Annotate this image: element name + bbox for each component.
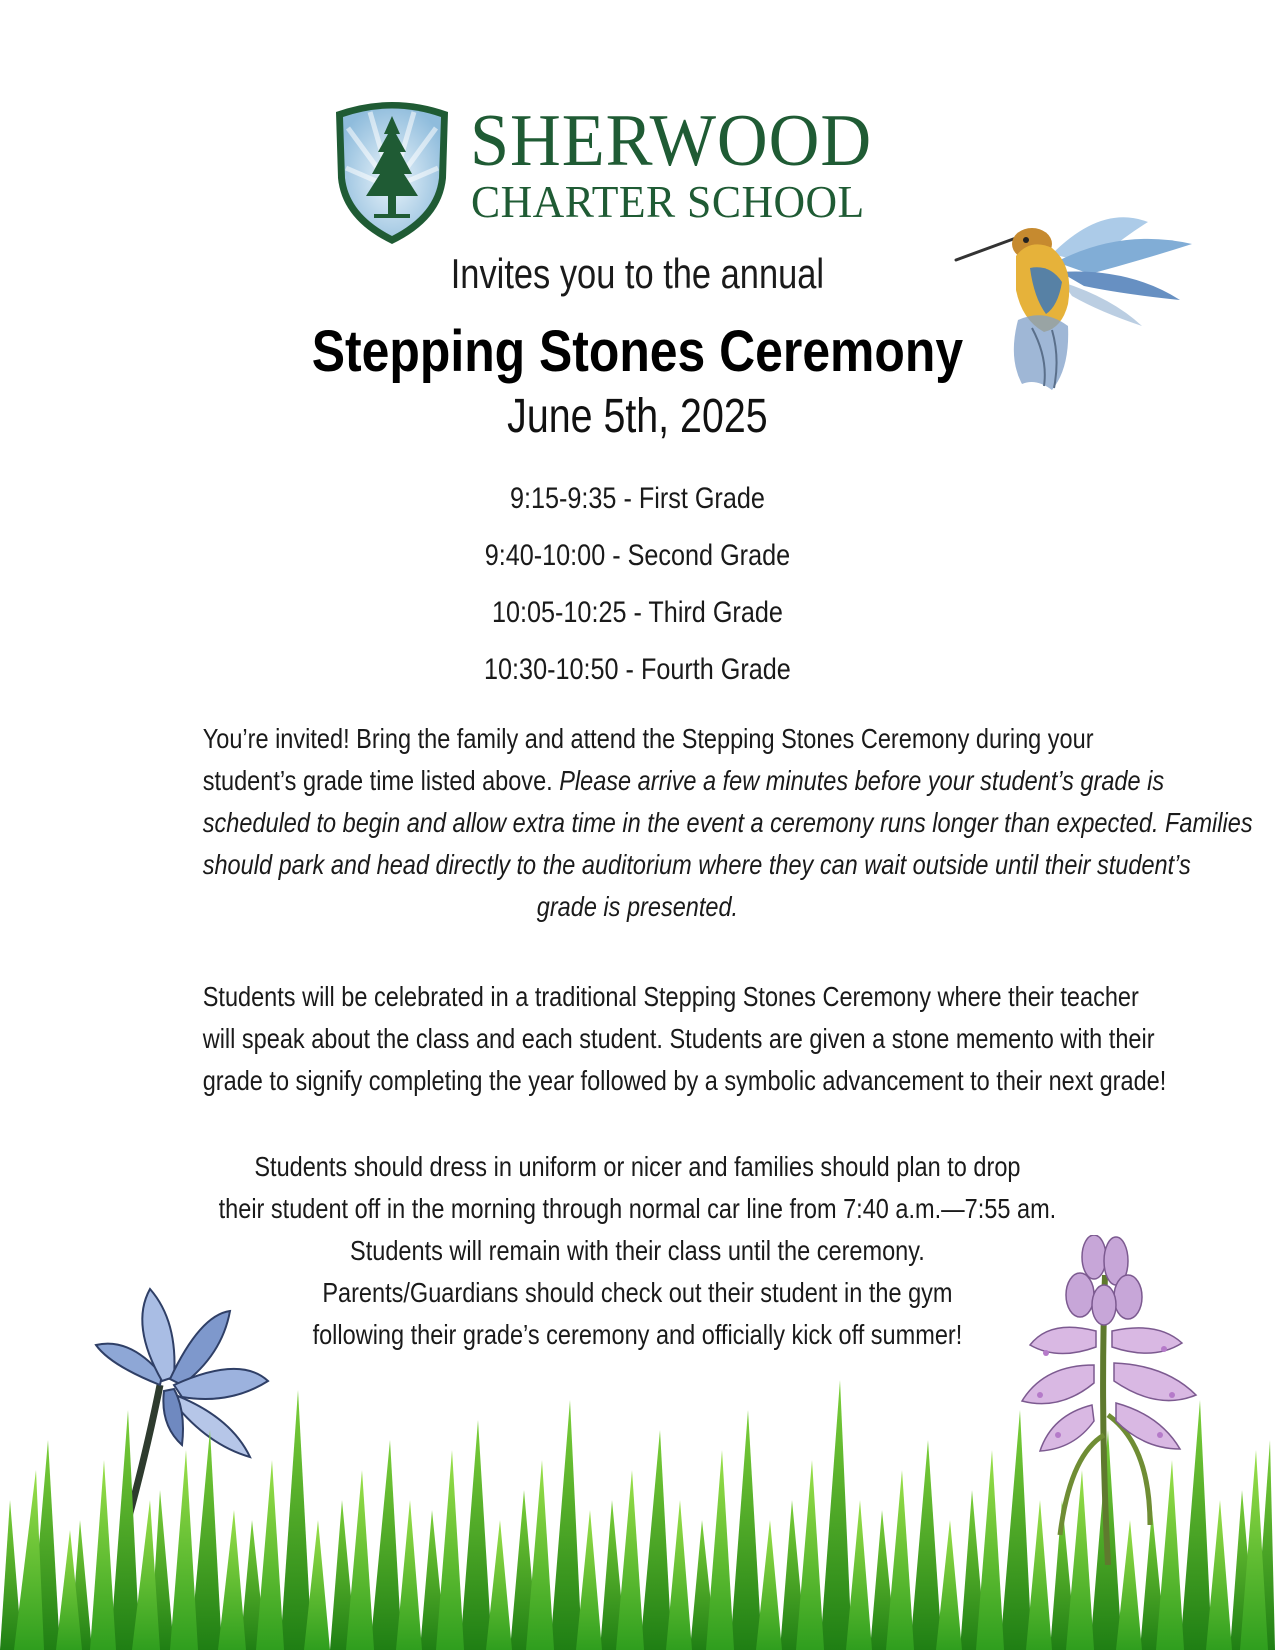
schedule-item: 10:30-10:50 - Fourth Grade: [484, 653, 791, 686]
paragraph-line: Students should dress in uniform or nicer and families should plan to drop: [254, 1151, 1021, 1182]
paragraph-line: [202, 760, 1165, 802]
paragraph-line: grade to signify completing the year followed by a symbolic advancement to their next grade!: [202, 1065, 1167, 1096]
school-name: SHERWOOD: [470, 100, 873, 182]
grade-schedule: [0, 470, 1275, 698]
paragraph-line: will speak about the class and each student. Students are given a stone memento with their: [202, 1023, 1155, 1054]
schedule-item: 10:05-10:25 - Third Grade: [491, 596, 783, 629]
paragraph-line: Parents/Guardians should check out their student in the gym: [322, 1277, 953, 1308]
paragraph-text: student’s grade time listed above.: [202, 765, 560, 796]
paragraph-italic-text: Please arrive a few minutes before your student’s grade is: [559, 765, 1165, 796]
ceremony-paragraph: [120, 976, 1167, 1102]
school-logo: [330, 98, 950, 248]
paragraph-line: scheduled to begin and allow extra time in the event a ceremony runs longer than expected. Families: [202, 807, 1253, 838]
event-title: Stepping Stones Ceremony: [311, 319, 964, 384]
paragraph-line: should park and head directly to the auditorium where they can wait outside until their student’s: [202, 849, 1191, 880]
orchid-icon: [1000, 1235, 1210, 1565]
arrival-paragraph: [120, 718, 1253, 928]
paragraph-line: their student off in the morning through normal car line from 7:40 a.m.—7:55 am.: [218, 1193, 1057, 1224]
pine-tree-shield-icon: [330, 98, 454, 246]
schedule-item: 9:40-10:00 - Second Grade: [484, 539, 791, 572]
schedule-item: 9:15-9:35 - First Grade: [509, 482, 765, 515]
paragraph-line: following their grade’s ceremony and officially kick off summer!: [312, 1319, 963, 1350]
invite-line: Invites you to the annual: [450, 250, 825, 297]
paragraph-line: You’re invited! Bring the family and attend the Stepping Stones Ceremony during your: [202, 723, 1094, 754]
event-date: June 5th, 2025: [507, 390, 768, 443]
paragraph-line: grade is presented.: [536, 891, 739, 922]
paragraph-line: Students will remain with their class until the ceremony.: [350, 1235, 925, 1266]
school-subtitle: CHARTER SCHOOL: [471, 176, 865, 227]
paragraph-line: Students will be celebrated in a traditional Stepping Stones Ceremony where their teacher: [202, 981, 1139, 1012]
